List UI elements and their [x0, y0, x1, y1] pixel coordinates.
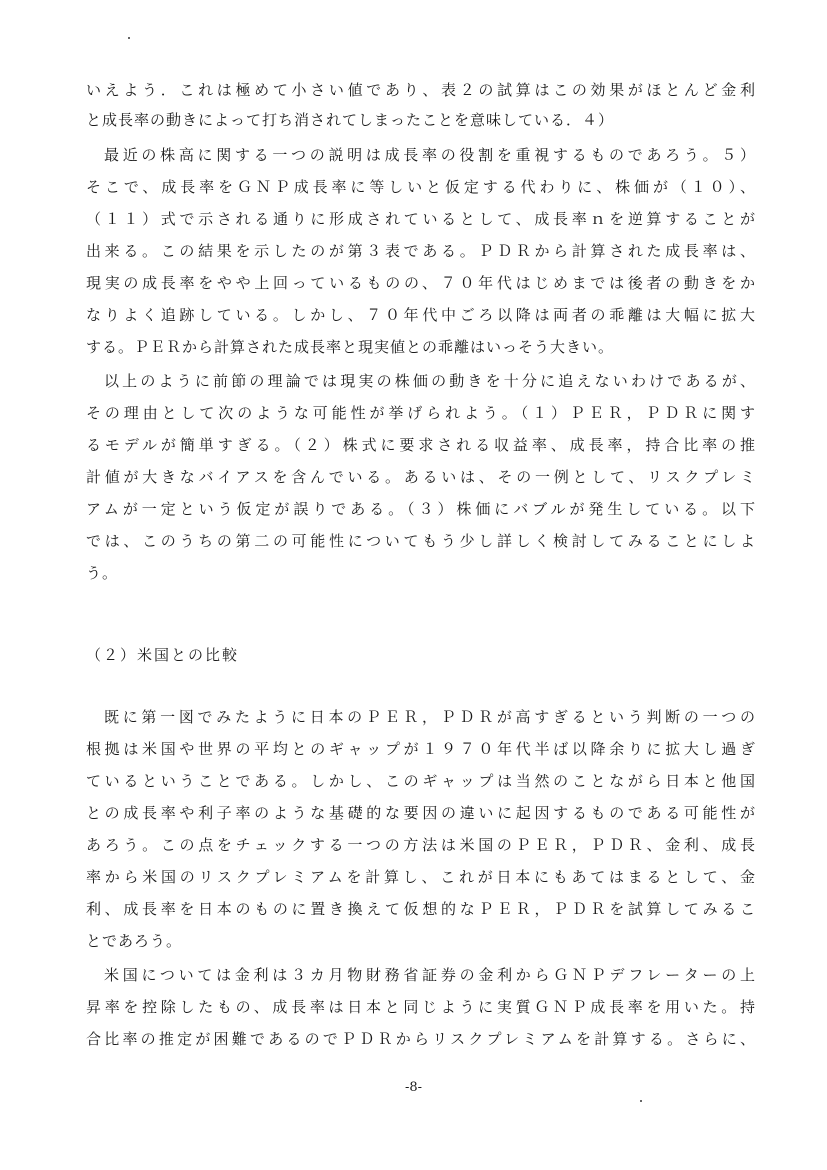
text-line: 合比率の推定が困難であるのでＰＤＲからリスクプレミアムを計算する。さらに、	[86, 1030, 756, 1048]
text-line: 出来る。この結果を示したのが第３表である。ＰＤＲから計算された成長率は、	[86, 242, 756, 260]
text-line: では、このうちの第二の可能性についてもう少し詳しく検討してみることにしよ	[86, 532, 756, 550]
text-line: 昇率を控除したもの、成長率は日本と同じように実質ＧＮＰ成長率を用いた。持	[86, 998, 756, 1016]
page-number: -8-	[404, 1080, 423, 1095]
text-line: 現実の成長率をやや上回っているものの、７０年代はじめまでは後者の動きをか	[86, 274, 756, 292]
text-line: と成長率の動きによって打ち消されてしまったことを意味している．４）	[86, 111, 615, 129]
text-line: るモデルが簡単すぎる。（２）株式に要求される収益率、成長率，持合比率の推	[86, 436, 756, 454]
text-line: （１１）式で示される通りに形成されているとして、成長率ｎを逆算することが	[86, 210, 756, 228]
text-line: 率から米国のリスクプレミアムを計算し、これが日本にもあてはまるとして、金	[86, 868, 756, 886]
text-line: ているということである。しかし、このギャップは当然のことながら日本と他国	[86, 772, 756, 790]
text-line: その理由として次のような可能性が挙げられよう。（１）ＰＥＲ，ＰＤＲに関す	[86, 404, 756, 422]
scan-speck	[640, 1100, 642, 1102]
text-line: う。	[86, 564, 119, 582]
text-line: 既に第一図でみたように日本のＰＥＲ，ＰＤＲが高すぎるという判断の一つの	[104, 708, 756, 726]
text-line: する。ＰＥＲから計算された成長率と現実値との乖離はいっそう大きい。	[86, 338, 615, 356]
text-line: 以上のように前節の理論では現実の株価の動きを十分に追えないわけであるが、	[104, 372, 756, 390]
text-line: なりよく追跡している。しかし、７０年代中ごろ以降は両者の乖離は大幅に拡大	[86, 306, 756, 324]
text-line: アムが一定という仮定が誤りである。（３）株価にバブルが発生している。以下	[86, 500, 756, 518]
text-line: との成長率や利子率のような基礎的な要因の違いに起因するものである可能性が	[86, 804, 756, 822]
text-line: 計値が大きなバイアスを含んでいる。あるいは、その一例として、リスクプレミ	[86, 468, 756, 486]
scan-speck	[128, 37, 130, 39]
text-line: 米国については金利は３カ月物財務省証券の金利からＧＮＰデフレーターの上	[104, 966, 756, 984]
text-line: 最近の株高に関する一つの説明は成長率の役割を重視するものであろう。５）	[104, 146, 756, 164]
text-line: あろう。この点をチェックする一つの方法は米国のＰＥＲ，ＰＤＲ、金利、成長	[86, 836, 756, 854]
text-line: とであろう。	[86, 932, 183, 950]
section-heading: （２）米国との比較	[86, 646, 240, 664]
text-line: 利、成長率を日本のものに置き換えて仮想的なＰＥＲ，ＰＤＲを試算してみるこ	[86, 900, 756, 918]
text-line: そこで、成長率をＧＮＰ成長率に等しいと仮定する代わりに、株価が（１０）、	[86, 178, 756, 196]
text-line: 根拠は米国や世界の平均とのギャップが１９７０年代半ば以降余りに拡大し過ぎ	[86, 740, 756, 758]
text-line: いえよう．これは極めて小さい値であり、表２の試算はこの効果がほとんど金利	[86, 81, 756, 99]
